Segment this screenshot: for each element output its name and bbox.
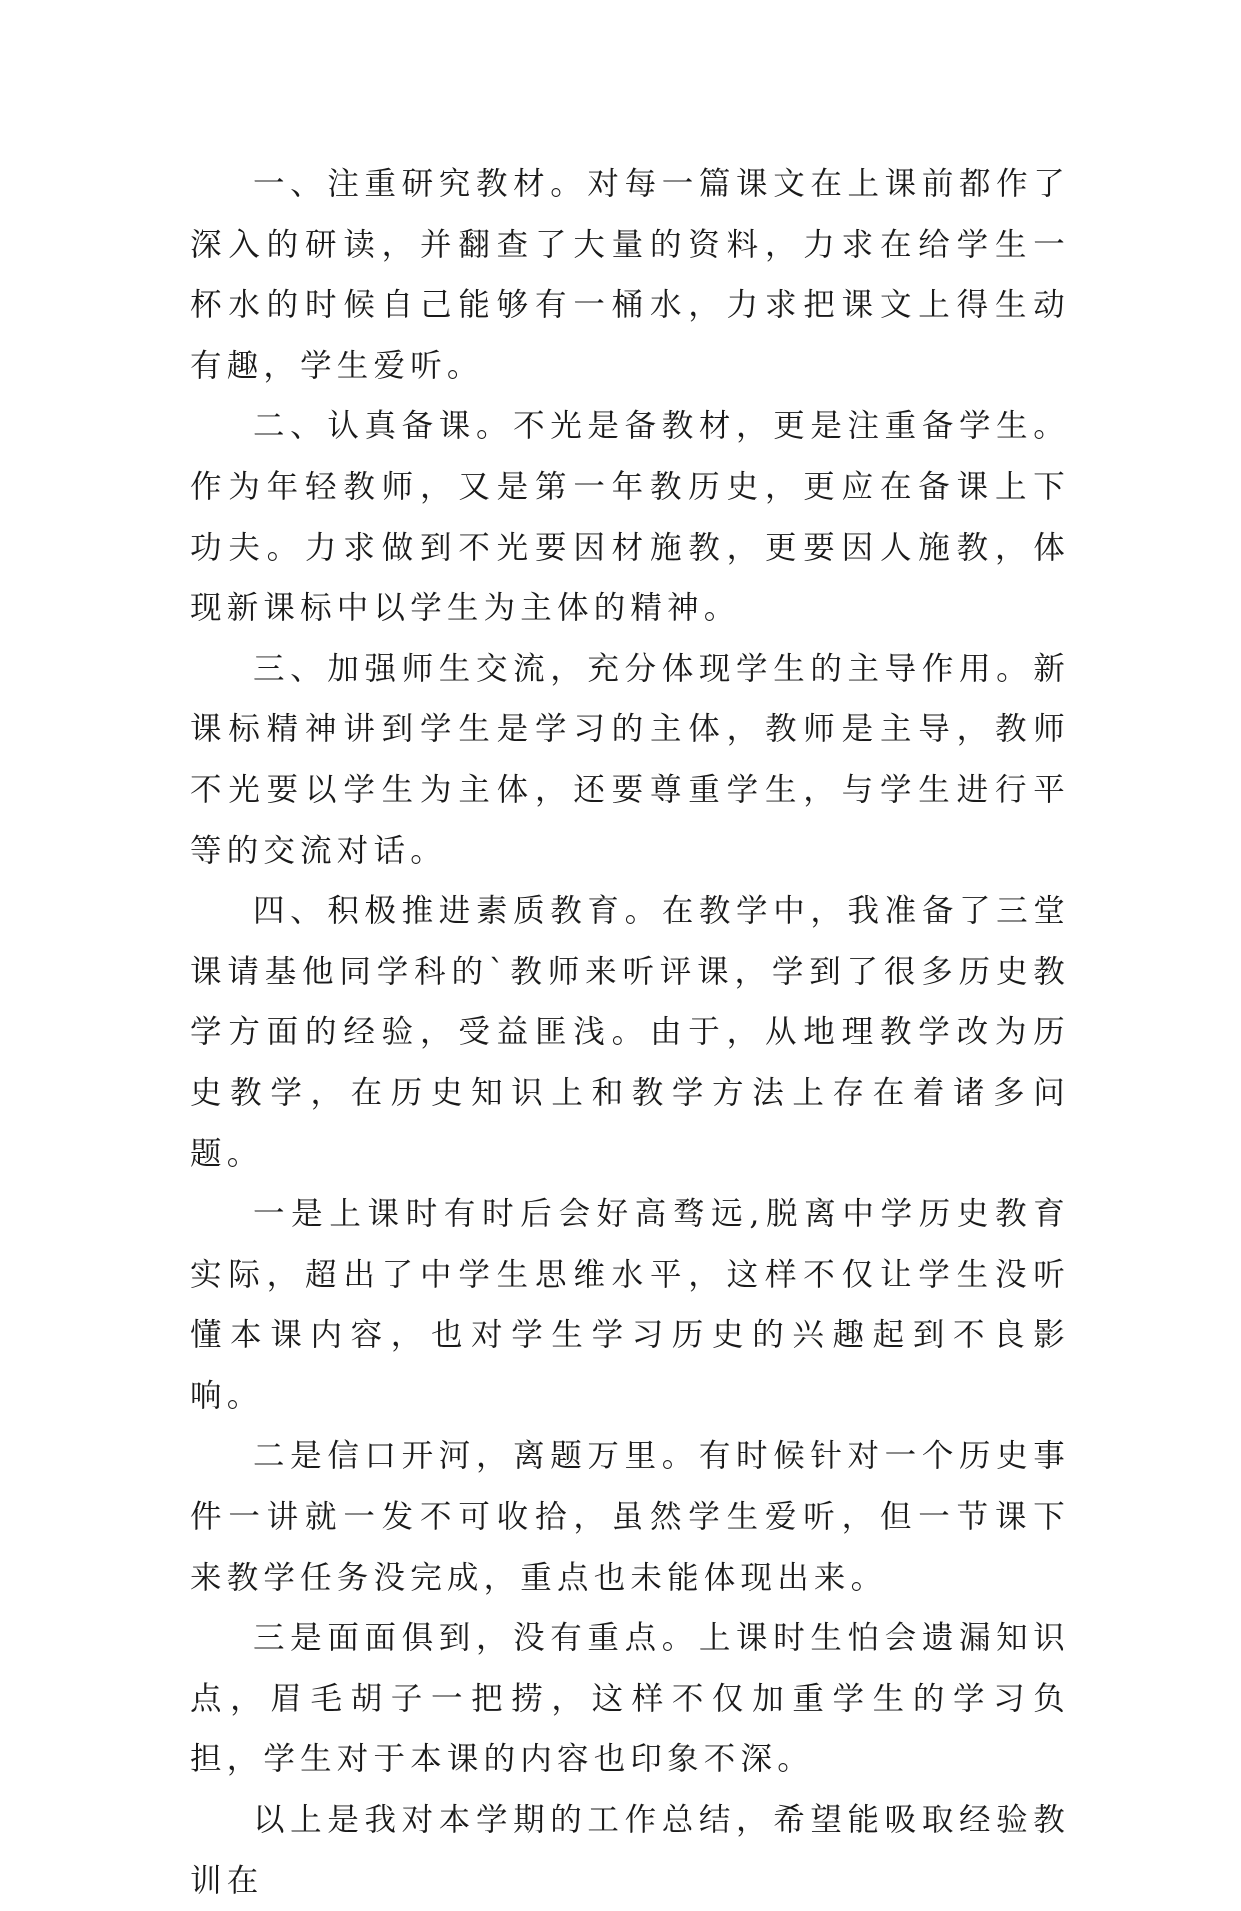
paragraph-study-textbook: 一、注重研究教材。对每一篇课文在上课前都作了深入的研读，并翻查了大量的资料，力求在给学生一杯水的时候自己能够有一桶水，力求把课文上得生动有趣，学生爱听。 <box>190 166 1070 384</box>
paragraph-problem-three: 三是面面俱到，没有重点。上课时生怕会遗漏知识点，眉毛胡子一把捞，这样不仅加重学生的学习负担，学生对于本课的内容也印象不深。 <box>190 1620 1070 1778</box>
paragraph-teacher-student-exchange: 三、加强师生交流，充分体现学生的主导作用。新课标精神讲到学生是学习的主体，教师是主导，教师不光要以学生为主体，还要尊重学生，与学生进行平等的交流对话。 <box>190 650 1070 869</box>
paragraph-problem-one: 一是上课时有时后会好高骛远,脱离中学历史教育实际，超出了中学生思维水平，这样不仅让学生没听懂本课内容，也对学生学习历史的兴趣起到不良影响。 <box>190 1196 1070 1414</box>
paragraph-summary: 以上是我对本学期的工作总结，希望能吸取经验教训在 <box>190 1802 1070 1899</box>
paragraph-problem-two: 二是信口开河，离题万里。有时候针对一个历史事件一讲就一发不可收拾，虽然学生爱听，但一节课下来教学任务没完成，重点也未能体现出来。 <box>190 1438 1070 1596</box>
paragraph-lesson-prep: 二、认真备课。不光是备教材，更是注重备学生。作为年轻教师，又是第一年教历史，更应在备课上下功夫。力求做到不光要因材施教，更要因人施教，体现新课标中以学生为主体的精神。 <box>190 408 1070 627</box>
paragraph-quality-education: 四、积极推进素质教育。在教学中，我准备了三堂课请基他同学科的`教师来听评课，学到了很多历史教学方面的经验，受益匪浅。由于，从地理教学改为历史教学，在历史知识上和教学方法上存在着诸多问题。 <box>190 893 1070 1172</box>
document-body <box>190 154 1070 1911</box>
